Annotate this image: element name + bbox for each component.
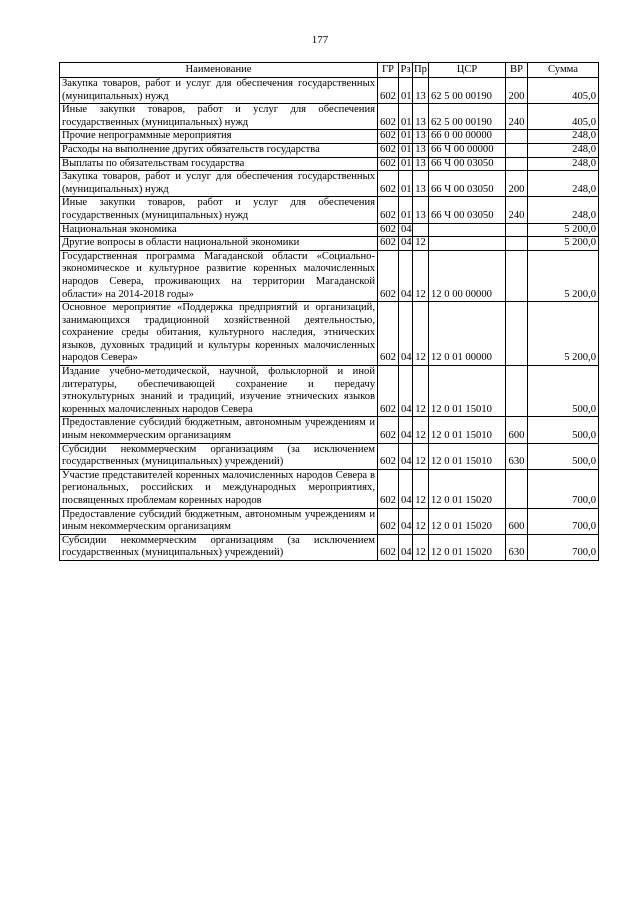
cell-rz: 01 (399, 157, 413, 171)
cell-csr: 12 0 01 15020 (429, 469, 506, 508)
cell-vr (506, 143, 528, 157)
cell-rz: 04 (399, 223, 413, 237)
cell-rz: 04 (399, 508, 413, 534)
cell-gr: 602 (378, 104, 399, 130)
cell-vr (506, 250, 528, 301)
table-row (60, 78, 599, 104)
cell-gr: 602 (378, 366, 399, 417)
cell-sum: 700,0 (528, 469, 599, 508)
cell-pr: 13 (413, 130, 429, 144)
cell-csr: 66 Ч 00 03050 (429, 171, 506, 197)
header-csr: ЦСР (429, 63, 506, 78)
cell-csr: 66 Ч 00 03050 (429, 157, 506, 171)
cell-name: Основное мероприятие «Поддержка предприятий и организаций, занимающихся традиционной хозяйственной деятельностью, сохранение среды обитания, культурного наследия, этнических языков, духовных традиций и культуры коренных малочисленных народов Севера» (60, 302, 378, 366)
cell-gr: 602 (378, 197, 399, 223)
cell-name: Издание учебно-методической, научной, фольклорной и иной литературы, обеспечивающей сохранение и передачу этнокультурных знаний и традиций, изучение этнических языков коренных малочисленных народов Севера (60, 366, 378, 417)
cell-pr: 13 (413, 143, 429, 157)
cell-vr: 240 (506, 104, 528, 130)
cell-csr: 12 0 01 15010 (429, 366, 506, 417)
table-row (60, 104, 599, 130)
cell-rz: 01 (399, 171, 413, 197)
cell-rz: 04 (399, 250, 413, 301)
cell-name: Государственная программа Магаданской области «Социально-экономическое и культурное развитие коренных малочисленных народов Севера, проживающих на территории Магаданской области» на 2014-2018 годы» (60, 250, 378, 301)
cell-vr (506, 302, 528, 366)
table-row (60, 237, 599, 251)
table-row (60, 157, 599, 171)
cell-sum: 248,0 (528, 197, 599, 223)
cell-sum: 500,0 (528, 417, 599, 443)
cell-sum: 248,0 (528, 157, 599, 171)
table-row (60, 302, 599, 366)
cell-csr: 12 0 01 15010 (429, 417, 506, 443)
cell-sum: 248,0 (528, 143, 599, 157)
cell-pr: 12 (413, 250, 429, 301)
cell-name: Предоставление субсидий бюджетным, автономным учреждениям и иным некоммерческим организациям (60, 417, 378, 443)
cell-name: Закупка товаров, работ и услуг для обеспечения государственных (муниципальных) нужд (60, 171, 378, 197)
table-body (60, 78, 599, 561)
cell-pr: 13 (413, 104, 429, 130)
cell-sum: 5 200,0 (528, 237, 599, 251)
cell-gr: 602 (378, 508, 399, 534)
cell-vr (506, 157, 528, 171)
cell-gr: 602 (378, 250, 399, 301)
cell-pr: 13 (413, 78, 429, 104)
header-vr: ВР (506, 63, 528, 78)
table-row (60, 469, 599, 508)
cell-vr (506, 223, 528, 237)
header-rz: Рз (399, 63, 413, 78)
cell-name: Национальная экономика (60, 223, 378, 237)
cell-csr: 12 0 01 00000 (429, 302, 506, 366)
cell-pr: 12 (413, 469, 429, 508)
cell-vr: 600 (506, 417, 528, 443)
table-row (60, 508, 599, 534)
cell-name: Субсидии некоммерческим организациям (за исключением государственных (муниципальных) учреждений) (60, 443, 378, 469)
cell-name: Закупка товаров, работ и услуг для обеспечения государственных (муниципальных) нужд (60, 78, 378, 104)
cell-pr: 12 (413, 302, 429, 366)
cell-sum: 405,0 (528, 104, 599, 130)
header-sum: Сумма (528, 63, 599, 78)
cell-gr: 602 (378, 78, 399, 104)
cell-pr: 12 (413, 417, 429, 443)
cell-rz: 04 (399, 237, 413, 251)
cell-csr: 66 Ч 00 00000 (429, 143, 506, 157)
cell-pr: 13 (413, 197, 429, 223)
cell-gr: 602 (378, 171, 399, 197)
cell-pr: 12 (413, 534, 429, 560)
cell-pr (413, 223, 429, 237)
cell-csr (429, 223, 506, 237)
header-gr: ГР (378, 63, 399, 78)
cell-vr: 200 (506, 171, 528, 197)
cell-name: Иные закупки товаров, работ и услуг для обеспечения государственных (муниципальных) нужд (60, 104, 378, 130)
cell-vr: 630 (506, 534, 528, 560)
cell-vr (506, 237, 528, 251)
cell-gr: 602 (378, 130, 399, 144)
cell-csr: 66 Ч 00 03050 (429, 197, 506, 223)
table-row (60, 171, 599, 197)
table-row (60, 197, 599, 223)
cell-sum: 500,0 (528, 443, 599, 469)
cell-vr (506, 366, 528, 417)
cell-sum: 700,0 (528, 508, 599, 534)
cell-sum: 248,0 (528, 171, 599, 197)
cell-name: Расходы на выполнение других обязательств государства (60, 143, 378, 157)
cell-vr: 200 (506, 78, 528, 104)
cell-pr: 13 (413, 171, 429, 197)
cell-gr: 602 (378, 302, 399, 366)
cell-vr (506, 469, 528, 508)
cell-csr: 12 0 01 15010 (429, 443, 506, 469)
cell-sum: 405,0 (528, 78, 599, 104)
table-header-row (60, 63, 599, 78)
table-row (60, 223, 599, 237)
table-row (60, 534, 599, 560)
header-name: Наименование (60, 63, 378, 78)
table-row (60, 250, 599, 301)
cell-rz: 04 (399, 469, 413, 508)
cell-name: Прочие непрограммные мероприятия (60, 130, 378, 144)
cell-gr: 602 (378, 157, 399, 171)
cell-gr: 602 (378, 469, 399, 508)
cell-csr (429, 237, 506, 251)
cell-vr: 600 (506, 508, 528, 534)
cell-rz: 04 (399, 417, 413, 443)
cell-vr: 630 (506, 443, 528, 469)
cell-sum: 5 200,0 (528, 223, 599, 237)
cell-pr: 12 (413, 508, 429, 534)
cell-name: Субсидии некоммерческим организациям (за исключением государственных (муниципальных) учреждений) (60, 534, 378, 560)
cell-pr: 12 (413, 366, 429, 417)
cell-pr: 12 (413, 443, 429, 469)
table-row (60, 417, 599, 443)
cell-sum: 5 200,0 (528, 302, 599, 366)
cell-gr: 602 (378, 143, 399, 157)
cell-gr: 602 (378, 534, 399, 560)
cell-name: Выплаты по обязательствам государства (60, 157, 378, 171)
table-row (60, 443, 599, 469)
cell-sum: 500,0 (528, 366, 599, 417)
cell-rz: 04 (399, 366, 413, 417)
cell-rz: 04 (399, 534, 413, 560)
cell-csr: 12 0 01 15020 (429, 534, 506, 560)
cell-gr: 602 (378, 417, 399, 443)
cell-rz: 01 (399, 197, 413, 223)
cell-csr: 62 5 00 00190 (429, 78, 506, 104)
cell-csr: 12 0 01 15020 (429, 508, 506, 534)
cell-vr (506, 130, 528, 144)
cell-sum: 5 200,0 (528, 250, 599, 301)
cell-name: Другие вопросы в области национальной экономики (60, 237, 378, 251)
cell-rz: 01 (399, 104, 413, 130)
cell-csr: 12 0 00 00000 (429, 250, 506, 301)
cell-pr: 12 (413, 237, 429, 251)
cell-csr: 66 0 00 00000 (429, 130, 506, 144)
table-row (60, 143, 599, 157)
cell-gr: 602 (378, 223, 399, 237)
cell-csr: 62 5 00 00190 (429, 104, 506, 130)
table-row (60, 130, 599, 144)
cell-gr: 602 (378, 237, 399, 251)
cell-rz: 04 (399, 443, 413, 469)
cell-rz: 01 (399, 143, 413, 157)
cell-rz: 01 (399, 78, 413, 104)
cell-sum: 248,0 (528, 130, 599, 144)
header-pr: Пр (413, 63, 429, 78)
cell-sum: 700,0 (528, 534, 599, 560)
budget-table (59, 62, 599, 561)
cell-pr: 13 (413, 157, 429, 171)
cell-name: Участие представителей коренных малочисленных народов Севера в региональных, российских и международных мероприятиях, посвященных проблемам коренных народов (60, 469, 378, 508)
cell-name: Иные закупки товаров, работ и услуг для обеспечения государственных (муниципальных) нужд (60, 197, 378, 223)
cell-rz: 04 (399, 302, 413, 366)
page-number: 177 (311, 34, 329, 46)
cell-gr: 602 (378, 443, 399, 469)
cell-rz: 01 (399, 130, 413, 144)
table-row (60, 366, 599, 417)
cell-vr: 240 (506, 197, 528, 223)
cell-name: Предоставление субсидий бюджетным, автономным учреждениям и иным некоммерческим организациям (60, 508, 378, 534)
